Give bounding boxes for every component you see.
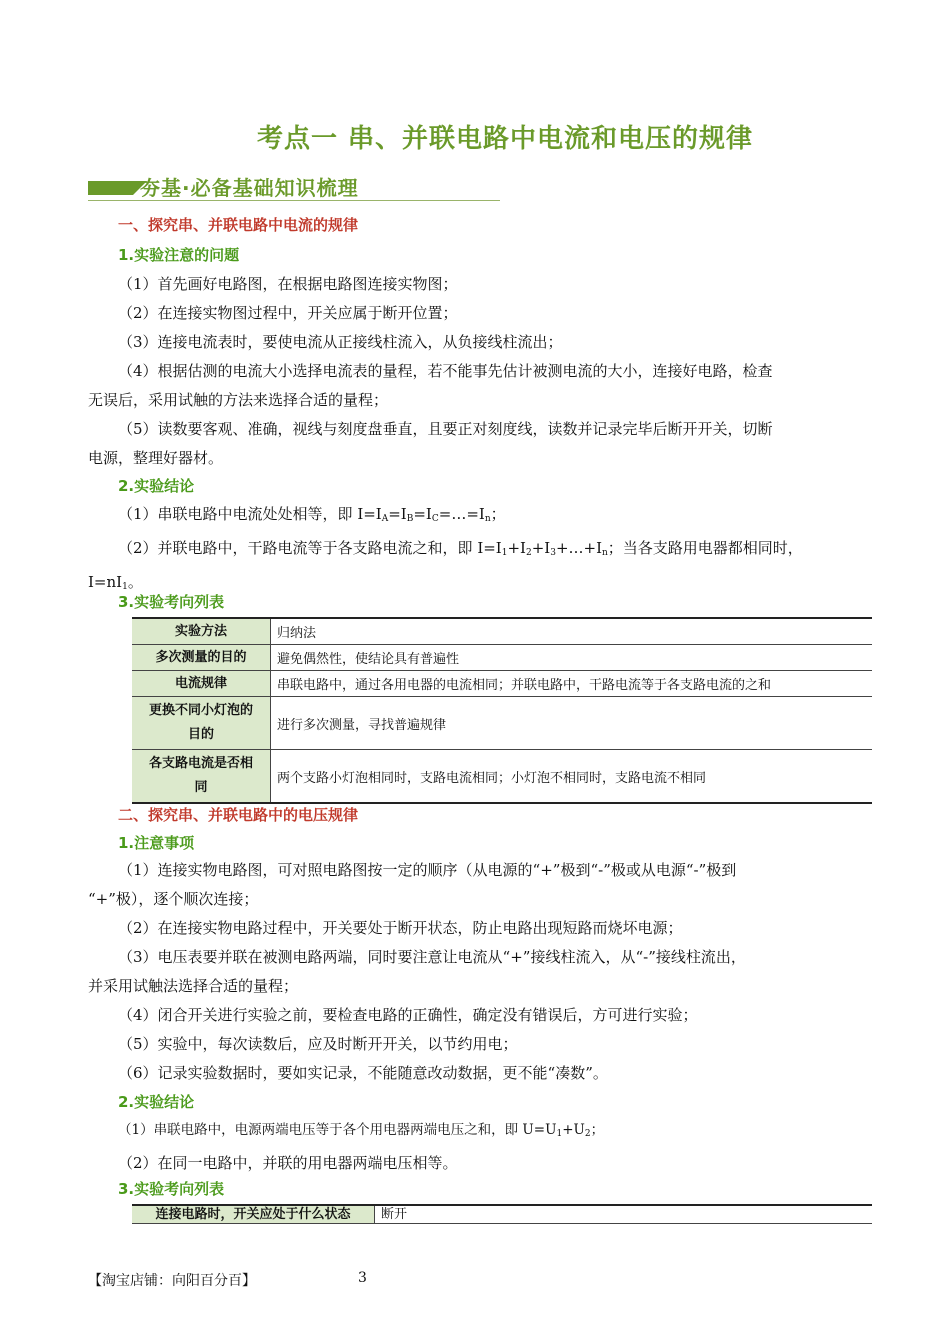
- list-item: （6）记录实验数据时，要如实记录，不能随意改动数据，更不能“凑数”。: [118, 1064, 608, 1082]
- conclusion-parallel-voltage: （2）在同一电路中，并联的用电器两端电压相等。: [118, 1154, 458, 1172]
- list-item: 并采用试触法选择合适的量程；: [88, 977, 299, 995]
- section2-heading: 二、探究串、并联电路中的电压规律: [118, 806, 359, 824]
- section1-sub2: 2.实验结论: [118, 477, 195, 495]
- section2-list: [88, 856, 872, 1088]
- page-number: 3: [358, 1270, 367, 1286]
- section1-conclusions: [88, 500, 872, 602]
- list-item: 电源，整理好器材。: [88, 449, 224, 467]
- conclusion-series: （1）串联电路中电流处处相等，即 $I=I_A=I_B=I_C=\dots=I_n$；: [118, 505, 506, 524]
- list-item: （1）连接实物电路图，可对照电路图按一定的顺序（从电源的“+”极到“-”极或从电源“-”极到: [118, 861, 737, 879]
- table-row: 更换不同小灯泡的目的 进行多次测量，寻找普遍规律: [132, 697, 872, 750]
- table-row: 连接电路时，开关应处于什么状态 断开: [132, 1205, 872, 1224]
- banner-underline: [88, 200, 500, 201]
- list-item: （4）闭合开关进行实验之前，要检查电路的正确性，确定没有错误后，方可进行实验；: [118, 1006, 698, 1024]
- section2-sub3: 3.实验考向列表: [118, 1180, 225, 1198]
- banner-bar: [88, 181, 133, 195]
- table-row: 各支路电流是否相同 两个支路小灯泡相同时，支路电流相同；小灯泡不相同时，支路电流不相同: [132, 750, 872, 804]
- conclusion-series-voltage: （1）串联电路中，电源两端电压等于各个用电器两端电压之和，即 $U=U_1+U_2$；: [118, 1122, 605, 1139]
- section2-sub2: 2.实验结论: [118, 1093, 195, 1111]
- section2-table: [132, 1204, 872, 1224]
- list-item: （4）根据估测的电流大小选择电流表的量程，若不能事先估计被测电流的大小，连接好电路，检查: [118, 362, 773, 380]
- section1-sub3: 3.实验考向列表: [118, 593, 225, 611]
- banner-text: 夯基·必备基础知识梳理: [140, 176, 359, 200]
- section-banner: [88, 172, 500, 202]
- list-item: （2）在连接实物图过程中，开关应属于断开位置；: [118, 304, 458, 322]
- conclusion-parallel: （2）并联电路中，干路电流等于各支路电流之和，即 $I=I_1+I_2+I_3+\dots+I_n$；当各支路用电器都相同时，: [118, 539, 803, 558]
- footer-shop: 【淘宝店铺：向阳百分百】: [88, 1273, 256, 1289]
- page-title: 考点一 串、并联电路中电流和电压的规律: [256, 124, 754, 154]
- list-item: （1）首先画好电路图，在根据电路图连接实物图；: [118, 275, 458, 293]
- section2-conclusions: [88, 1115, 872, 1178]
- table-row: 电流规律 串联电路中，通过各用电器的电流相同；并联电路中，干路电流等于各支路电流的之和: [132, 671, 872, 697]
- conclusion-parallel-cont: $I=nI_1$。: [88, 573, 143, 592]
- section1-heading: 一、探究串、并联电路中电流的规律: [118, 216, 359, 234]
- section1-sub1: 1.实验注意的问题: [118, 246, 240, 264]
- list-item: 无误后，采用试触的方法来选择合适的量程；: [88, 391, 389, 409]
- list-item: （2）在连接实物电路过程中，开关要处于断开状态，防止电路出现短路而烧坏电源；: [118, 919, 683, 937]
- list-item: （5）实验中，每次读数后，应及时断开开关，以节约用电；: [118, 1035, 518, 1053]
- list-item: （3）电压表要并联在被测电路两端，同时要注意让电流从“+”接线柱流入，从“-”接线柱流出，: [118, 948, 746, 966]
- list-item: “+”极），逐个顺次连接；: [88, 890, 259, 908]
- table-row: 实验方法 归纳法: [132, 618, 872, 645]
- table-row: 多次测量的目的 避免偶然性，使结论具有普遍性: [132, 645, 872, 671]
- list-item: （5）读数要客观、准确，视线与刻度盘垂直，且要正对刻度线，读数并记录完毕后断开开关，切断: [118, 420, 773, 438]
- list-item: （3）连接电流表时，要使电流从正接线柱流入，从负接线柱流出；: [118, 333, 563, 351]
- section1-table: [132, 617, 872, 804]
- section1-list: [88, 270, 872, 473]
- section2-sub1: 1.注意事项: [118, 834, 195, 852]
